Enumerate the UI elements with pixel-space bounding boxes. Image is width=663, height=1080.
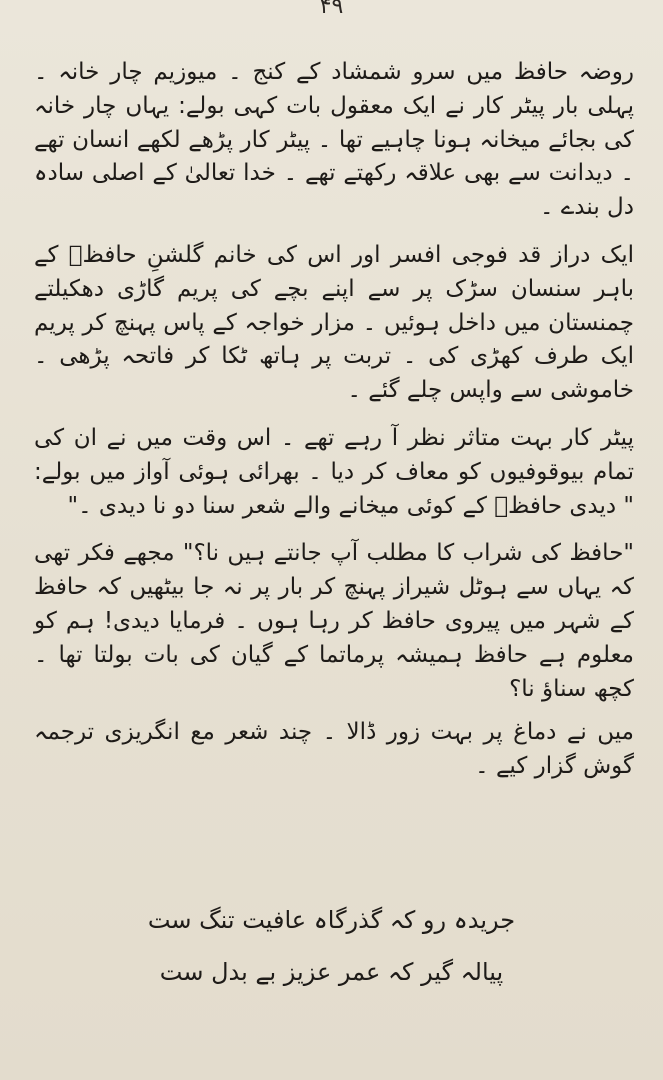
verse-line-1: جریدہ رو کہ گذرگاہ عافیت تنگ ست <box>147 906 516 934</box>
paragraph-4: "حافظ کی شراب کا مطلب آپ جانتے ہیں نا؟" مجھے فکر تھی کہ یہاں سے ہوٹل شیراز پہنچ کر بار پر نہ جا بیٹھیں کہ حافظ کے شہر میں پیروی حافظ کر رہا ہوں ۔ فرمایا دیدی! ہم کو معلوم ہے حافظ ہمیشہ پرماتما کے گیان کی بات بولتا تھا ۔ کچھ سناؤ نا؟ <box>34 540 634 702</box>
paragraph-1: روضہ حافظ میں سرو شمشاد کے کنج ۔ میوزیم چار خانہ ۔ پہلی بار پیٹر کار نے ایک معقول بات کہی بولے: یہاں چار خانہ کی بجائے میخانہ ہونا چاہیے تھا ۔ پیٹر کار پڑھے لکھے انسان تھے ۔ دیدانت سے بھی علاقہ رکھتے تھے ۔ خدا تعالیٰ کے اصلی سادہ دل بندے ۔ <box>34 59 634 221</box>
paragraph-5: میں نے دماغ پر بہت زور ڈالا ۔ چند شعر مع انگریزی ترجمہ گوش گزار کیے ۔ <box>34 719 634 780</box>
paragraph-2: ایک دراز قد فوجی افسر اور اس کی خانم گلشنِ حافظؒ کے باہر سنسان سڑک پر سے اپنے بچے کی پریم گاڑی دھکیلتے چمنستان میں داخل ہوئیں ۔ مزار خواجہ کے پاس پہنچ کر پریم ایک طرف کھڑی کی ۔ تربت پر ہاتھ ٹکا کر فاتحہ پڑھی ۔ خاموشی سے واپس چلے گئے ۔ <box>34 241 634 404</box>
paragraph-3: پیٹر کار بہت متاثر نظر آ رہے تھے ۔ اس وقت میں نے ان کی تمام بیوقوفیوں کو معاف کر دیا ۔ بھرائی ہوئی آواز میں بولے: " دیدی حافظؒ کے کوئی میخانے والے شعر سنا دو نا دیدی ۔" <box>34 424 634 519</box>
body-text <box>34 56 634 784</box>
verse-line-2: پیالہ گیر کہ عمر عزیز بے بدل ست <box>159 958 504 986</box>
page-number: ۴۹ <box>319 0 344 19</box>
